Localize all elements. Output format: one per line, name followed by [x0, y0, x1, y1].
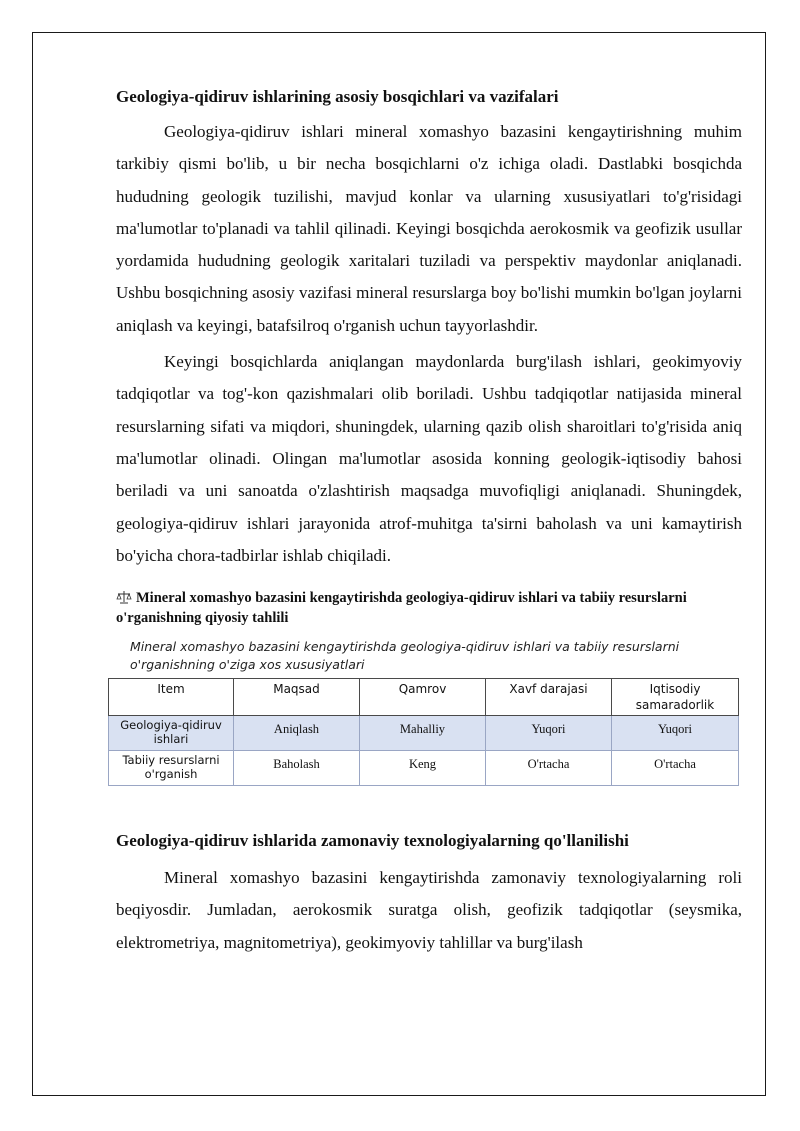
table-title-text: Mineral xomashyo bazasini kengaytirishda geologiya-qidiruv ishlari va tabiiy resurslarni o'rganishning qiyosiy tahlili	[116, 590, 687, 627]
document-body	[116, 82, 742, 959]
table-row	[109, 751, 739, 786]
comparison-table	[108, 678, 739, 786]
table-cell: Baholash	[234, 751, 360, 786]
section-heading: Geologiya-qidiruv ishlarining asosiy bosqichlari va vazifalari	[116, 87, 559, 106]
table-cell: Yuqori	[612, 716, 739, 751]
section-heading: Geologiya-qidiruv ishlarida zamonaviy texnologiyalarning qo'llanilishi	[116, 831, 629, 851]
table-header-row	[109, 679, 739, 716]
column-header: Xavf darajasi	[486, 679, 612, 716]
column-header: Item	[109, 679, 234, 716]
table-cell: Yuqori	[486, 716, 612, 751]
table-cell: O'rtacha	[612, 751, 739, 786]
column-header: Maqsad	[234, 679, 360, 716]
table-title	[116, 588, 742, 628]
table-cell: O'rtacha	[486, 751, 612, 786]
scale-icon	[116, 590, 132, 604]
column-header: Iqtisodiy samaradorlik	[612, 679, 739, 716]
table-cell: Mahalliy	[360, 716, 486, 751]
column-header: Qamrov	[360, 679, 486, 716]
table-row	[109, 716, 739, 751]
row-label: Geologiya-qidiruv ishlari	[109, 716, 234, 751]
table-cell: Aniqlash	[234, 716, 360, 751]
paragraph: Geologiya-qidiruv ishlari mineral xomashyo bazasini kengaytirishning muhim tarkibiy qismi bo'lib, u bir necha bosqichlarni o'z ichiga oladi. Dastlabki bosqichda hududning geologik tuzilishi, mavjud konlar va ularning xususiyatlari to'g'risidagi ma'lumotlar to'planadi va tahlil qilinadi. Keyingi bosqichda aerokosmik va geofizik usullar yordamida hududning geologik xaritalari tuziladi va perspektiv maydonlar aniqlanadi. Ushbu bosqichning asosiy vazifasi mineral resurslarga boy bo'lishi mumkin bo'lgan joylarni aniqlash va keyingi, batafsilroq o'rganish uchun tayyorlashdir.	[116, 122, 742, 335]
table-caption: Mineral xomashyo bazasini kengaytirishda geologiya-qidiruv ishlari va tabiiy resurslarni o'rganishning o'ziga xos xususiyatlari	[130, 639, 680, 673]
table-cell: Keng	[360, 751, 486, 786]
paragraph: Keyingi bosqichlarda aniqlangan maydonlarda burg'ilash ishlari, geokimyoviy tadqiqotlar va tog'-kon qazishmalari olib boriladi. Ushbu tadqiqotlar natijasida mineral resurslarning sifati va miqdori, shuningdek, ularning qazib olish sharoitlari to'g'risida aniq ma'lumotlar olinadi. Olingan ma'lumotlar asosida konning geologik-iqtisodiy bahosi beriladi va uni sanoatda o'zlashtirish maqsadga muvofiqligi aniqlanadi. Shuningdek, geologiya-qidiruv ishlari jarayonida atrof-muhitga ta'sirni baholash va uni kamaytirish bo'yicha chora-tadbirlar ishlab chiqiladi.	[116, 352, 742, 565]
row-label: Tabiiy resurslarni o'rganish	[109, 751, 234, 786]
paragraph: Mineral xomashyo bazasini kengaytirishda zamonaviy texnologiyalarning roli beqiyosdir. Jumladan, aerokosmik suratga olish, geofizik tadqiqotlar (seysmika, elektrometriya, magnitometriya), geokimyoviy tahlillar va burg'ilash	[116, 868, 742, 952]
